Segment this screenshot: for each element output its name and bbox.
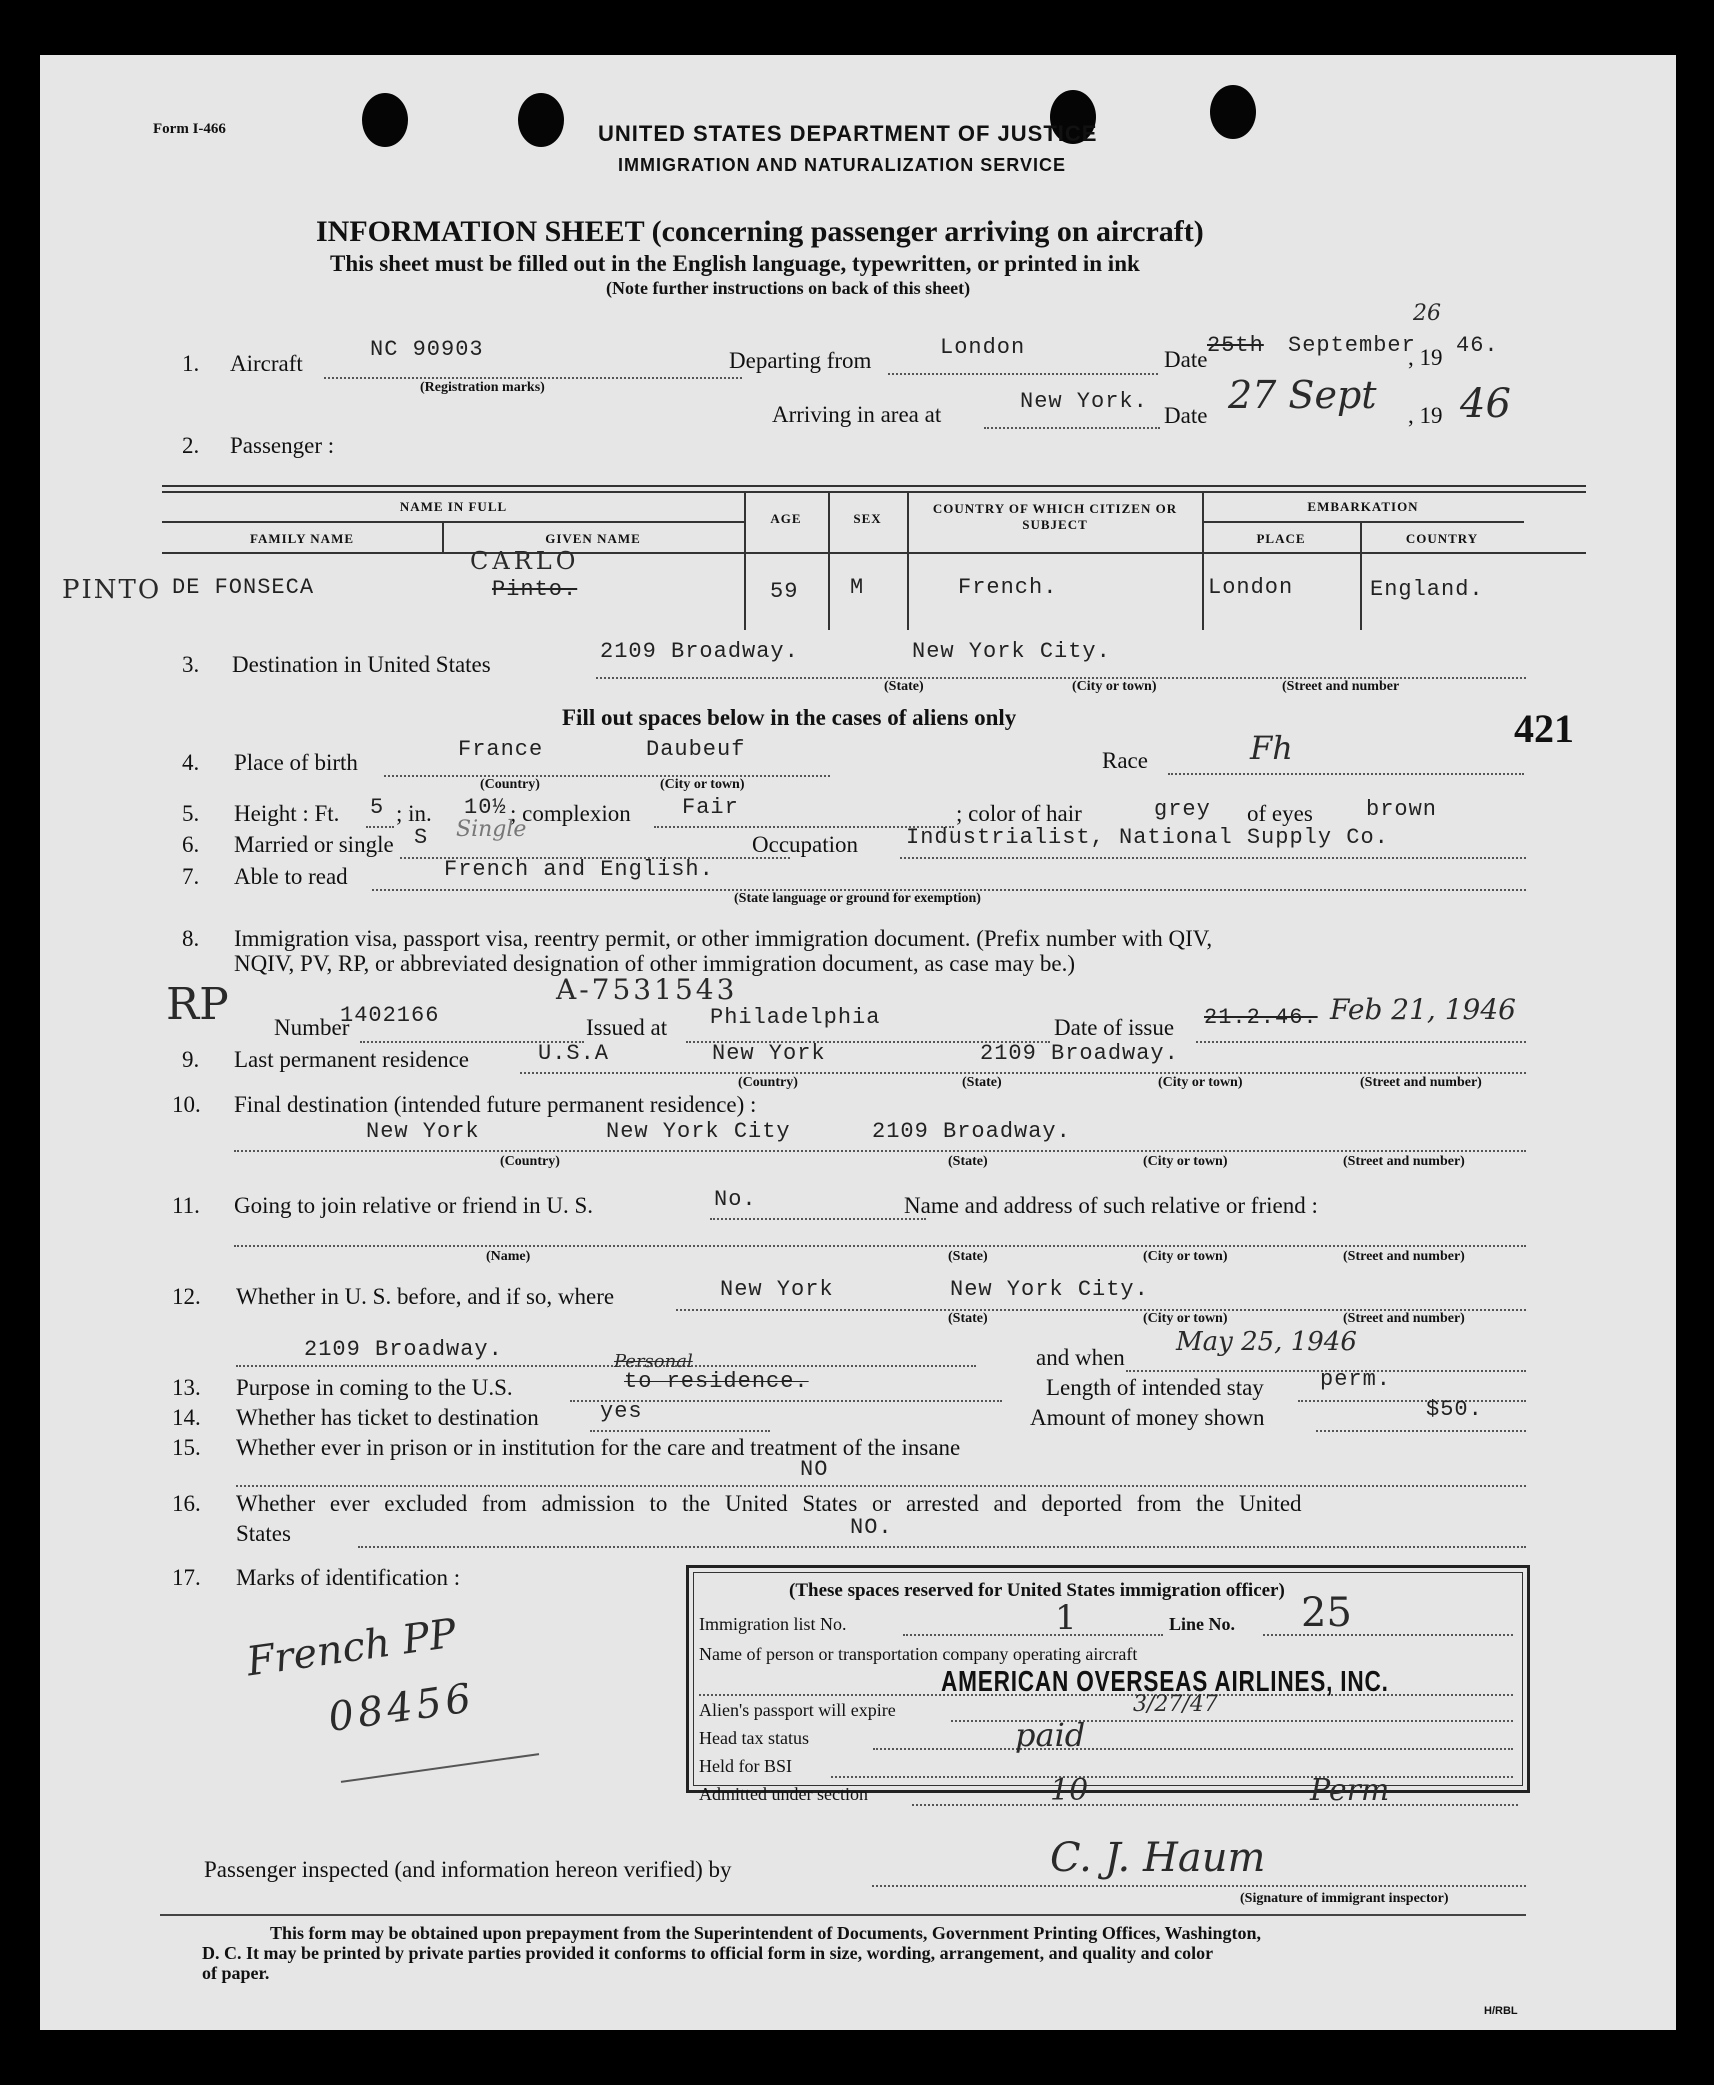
when-label: and when bbox=[1036, 1345, 1125, 1370]
passport-label: Alien's passport will expire bbox=[699, 1700, 896, 1720]
punch-hole bbox=[518, 93, 564, 147]
department-title: UNITED STATES DEPARTMENT OF JUSTICE bbox=[598, 121, 1098, 146]
visa-text-1: Immigration visa, passport visa, reentry permit, or other immigration document. (Prefix number with QIV, bbox=[234, 926, 1213, 951]
header-name-in-full: NAME IN FULL bbox=[399, 499, 508, 514]
caption-city: (City or town) bbox=[1143, 1154, 1228, 1169]
item-number: 7. bbox=[182, 864, 200, 889]
caption-street: (Street and number) bbox=[1343, 1154, 1465, 1169]
visa-number: 1402166 bbox=[340, 1003, 440, 1028]
date-insert: 26 bbox=[1413, 301, 1441, 326]
caption-country: (Country) bbox=[738, 1075, 798, 1090]
bsi-label: Held for BSI bbox=[699, 1756, 792, 1776]
money-label: Amount of money shown bbox=[1030, 1405, 1265, 1430]
caption-state: (State) bbox=[948, 1311, 988, 1326]
age-value: 59 bbox=[770, 579, 799, 604]
married-label: Married or single bbox=[234, 832, 394, 857]
join-relative-value: No. bbox=[714, 1187, 757, 1212]
excluded-label: Whether ever excluded from admission to the United States or arrested and deported from the United bbox=[236, 1491, 1302, 1516]
occupation-value: Industrialist, National Supply Co. bbox=[906, 825, 1389, 850]
officer-heading: (These spaces reserved for United States immigration officer) bbox=[789, 1580, 1285, 1601]
purpose-value: to residence. bbox=[624, 1369, 809, 1394]
service-title: IMMIGRATION AND NATURALIZATION SERVICE bbox=[618, 155, 1066, 175]
admitted-value: 10 bbox=[1050, 1773, 1089, 1808]
header-place: PLACE bbox=[1256, 531, 1306, 546]
caption-country: (Country) bbox=[500, 1154, 560, 1169]
caption-state: (State) bbox=[948, 1249, 988, 1264]
stay-label: Length of intended stay bbox=[1046, 1375, 1264, 1400]
when-value: May 25, 1946 bbox=[1176, 1327, 1357, 1357]
footer-line-2: D. C. It may be printed by private parties provided it conforms to official form in size, wording, arrangement, and quality and color bbox=[202, 1943, 1214, 1963]
aircraft-value: NC 90903 bbox=[370, 337, 484, 362]
eyes-label: of eyes bbox=[1247, 801, 1313, 826]
date2-year-prefix: , 19 bbox=[1408, 403, 1443, 428]
marks-hand-2: 08456 bbox=[325, 1674, 478, 1742]
final-destination-label: Final destination (intended future permanent residence) : bbox=[234, 1092, 757, 1117]
item-number: 16. bbox=[172, 1491, 201, 1516]
item-number: 3. bbox=[182, 652, 200, 677]
caption-state: (State) bbox=[884, 679, 924, 694]
excluded-label-2: States bbox=[236, 1521, 291, 1546]
ticket-value: yes bbox=[600, 1399, 643, 1424]
header-given-name: GIVEN NAME bbox=[545, 531, 641, 546]
header-embarkation: EMBARKATION bbox=[1307, 499, 1419, 514]
admitted-value-2: Perm bbox=[1310, 1773, 1390, 1808]
item-number: 6. bbox=[182, 832, 200, 857]
citizenship-value: French. bbox=[958, 575, 1058, 600]
line-value: 25 bbox=[1301, 1590, 1352, 1636]
item-number: 1. bbox=[182, 351, 200, 376]
item-number: 12. bbox=[172, 1284, 201, 1309]
registration-caption: (Registration marks) bbox=[420, 380, 545, 395]
footer-code: H/RBL bbox=[1484, 2005, 1518, 2017]
race-label: Race bbox=[1102, 748, 1148, 773]
last-residence-label: Last permanent residence bbox=[234, 1047, 469, 1072]
married-hand: Single bbox=[456, 817, 527, 842]
caption-street: (Street and number) bbox=[1343, 1249, 1465, 1264]
date-label: Date bbox=[1164, 347, 1208, 372]
hair-value: grey bbox=[1154, 797, 1211, 822]
item-number: 5. bbox=[182, 801, 200, 826]
height-label: Height : Ft. bbox=[234, 801, 340, 826]
item-number: 9. bbox=[182, 1047, 200, 1072]
form-subtitle: This sheet must be filled out in the English language, typewritten, or printed in ink bbox=[330, 251, 1140, 276]
header-sex: SEX bbox=[853, 511, 882, 526]
married-value: S bbox=[414, 825, 429, 850]
destination-street: 2109 Broadway. bbox=[600, 639, 799, 664]
before-label: Whether in U. S. before, and if so, where bbox=[236, 1284, 615, 1309]
caption-street: (Street and number) bbox=[1360, 1075, 1482, 1090]
embark-place-value: London bbox=[1208, 575, 1294, 600]
before-state: New York bbox=[720, 1277, 834, 1302]
caption-street: (Street and number bbox=[1282, 679, 1400, 694]
form-title: INFORMATION SHEET (concerning passenger arriving on aircraft) bbox=[316, 215, 1204, 248]
birth-city: Daubeuf bbox=[646, 737, 746, 762]
footer-line-3: of paper. bbox=[202, 1963, 270, 1983]
tax-label: Head tax status bbox=[699, 1728, 809, 1748]
date-struck: 25th bbox=[1207, 333, 1264, 358]
given-name-struck: Pinto. bbox=[492, 577, 578, 602]
doi-hand: Feb 21, 1946 bbox=[1330, 993, 1516, 1026]
eyes-value: brown bbox=[1366, 797, 1438, 822]
read-caption: (State language or ground for exemption) bbox=[734, 891, 981, 906]
caption-city: (City or town) bbox=[1158, 1075, 1243, 1090]
caption-name: (Name) bbox=[486, 1249, 531, 1264]
given-name-hand: CARLO bbox=[470, 547, 580, 575]
embark-country-value: England. bbox=[1370, 577, 1484, 602]
inspected-label: Passenger inspected (and information hereon verified) by bbox=[204, 1857, 732, 1882]
departing-value: London bbox=[940, 335, 1026, 360]
complexion-label: ; complexion bbox=[510, 801, 631, 826]
company-label: Name of person or transportation company operating aircraft bbox=[699, 1644, 1138, 1664]
prison-label: Whether ever in prison or in institution for the care and treatment of the insane bbox=[236, 1435, 961, 1460]
form-note: (Note further instructions on back of this sheet) bbox=[606, 278, 971, 298]
header-country: COUNTRY OF WHICH CITIZEN OR SUBJECT bbox=[932, 501, 1178, 532]
arriving-label: Arriving in area at bbox=[772, 402, 942, 427]
header-family-name: FAMILY NAME bbox=[249, 531, 355, 546]
height-inches: 10½ bbox=[464, 795, 507, 820]
caption-city: (City or town) bbox=[1143, 1249, 1228, 1264]
passport-value: 3/27/47 bbox=[1133, 1692, 1218, 1717]
company-stamp: AMERICAN OVERSEAS AIRLINES, INC. bbox=[941, 1666, 1389, 1698]
item-number: 10. bbox=[172, 1092, 201, 1117]
ticket-label: Whether has ticket to destination bbox=[236, 1405, 539, 1430]
date-year-prefix: , 19 bbox=[1408, 345, 1443, 370]
signature-caption: (Signature of immigrant inspector) bbox=[1240, 1891, 1449, 1906]
stay-value: perm. bbox=[1320, 1367, 1392, 1392]
item-number: 2. bbox=[182, 433, 200, 458]
family-name-value: DE FONSECA bbox=[172, 575, 315, 600]
purpose-label: Purpose in coming to the U.S. bbox=[236, 1375, 513, 1400]
caption-country: (Country) bbox=[480, 777, 540, 792]
header-age: AGE bbox=[770, 511, 802, 526]
caption-street: (Street and number) bbox=[1343, 1311, 1465, 1326]
date-value: September bbox=[1288, 333, 1416, 358]
final-state: New York City bbox=[606, 1119, 791, 1144]
occupation-label: Occupation bbox=[752, 832, 859, 857]
hair-label: ; color of hair bbox=[956, 801, 1082, 826]
aliens-heading: Fill out spaces below in the cases of aliens only bbox=[562, 705, 1017, 730]
visa-text-2: NQIV, PV, RP, or abbreviated designation of other immigration document, as case may be.) bbox=[234, 951, 1076, 976]
item-number: 4. bbox=[182, 750, 200, 775]
inspector-signature: C. J. Haum bbox=[1050, 1835, 1266, 1881]
alien-number: A-7531543 bbox=[556, 973, 738, 1006]
caption-city: (City or town) bbox=[660, 777, 745, 792]
item-number: 11. bbox=[172, 1193, 200, 1218]
last-res-country: U.S.A bbox=[538, 1041, 610, 1066]
item-number: 8. bbox=[182, 926, 200, 951]
form-number: Form I-466 bbox=[153, 121, 226, 137]
race-value: Fh bbox=[1250, 729, 1293, 767]
read-label: Able to read bbox=[234, 864, 348, 889]
admitted-label: Admitted under section bbox=[699, 1784, 868, 1804]
code-421: 421 bbox=[1514, 706, 1574, 751]
family-name-hand: PINTO bbox=[62, 575, 162, 605]
number-label: Number bbox=[274, 1015, 350, 1040]
caption-state: (State) bbox=[948, 1154, 988, 1169]
destination-city: New York City. bbox=[912, 639, 1111, 664]
caption-city: (City or town) bbox=[1072, 679, 1157, 694]
date2-value: 27 Sept bbox=[1228, 373, 1377, 417]
tax-value: paid bbox=[1015, 1716, 1086, 1754]
last-res-state: New York bbox=[712, 1041, 826, 1066]
doi-label: Date of issue bbox=[1054, 1015, 1175, 1040]
officer-box bbox=[686, 1565, 1530, 1804]
punch-hole bbox=[1210, 85, 1256, 139]
height-ft: 5 bbox=[370, 795, 385, 820]
date2-year: 46 bbox=[1460, 381, 1511, 427]
passenger-label: Passenger : bbox=[230, 433, 335, 458]
purpose-struck: Personal bbox=[614, 1351, 693, 1372]
caption-state: (State) bbox=[962, 1075, 1002, 1090]
join-relative-label: Going to join relative or friend in U. S. bbox=[234, 1193, 593, 1218]
item-number: 15. bbox=[172, 1435, 201, 1460]
date-year: 46. bbox=[1456, 333, 1499, 358]
birthplace-label: Place of birth bbox=[234, 750, 358, 775]
final-city: 2109 Broadway. bbox=[872, 1119, 1071, 1144]
before-street: 2109 Broadway. bbox=[304, 1337, 503, 1362]
line-label: Line No. bbox=[1169, 1614, 1236, 1634]
arriving-value: New York. bbox=[1020, 389, 1148, 414]
complexion-value: Fair bbox=[682, 795, 739, 820]
final-country: New York bbox=[366, 1119, 480, 1144]
form-sheet bbox=[40, 55, 1676, 2030]
marks-label: Marks of identification : bbox=[236, 1565, 461, 1590]
issued-label: Issued at bbox=[586, 1015, 668, 1040]
destination-label: Destination in United States bbox=[232, 652, 491, 677]
money-value: $50. bbox=[1426, 1397, 1483, 1422]
relative-address-label: Name and address of such relative or friend : bbox=[904, 1193, 1318, 1218]
issued-value: Philadelphia bbox=[710, 1005, 881, 1030]
punch-hole bbox=[362, 93, 408, 147]
inches-label: ; in. bbox=[396, 801, 432, 826]
visa-prefix-rp: RP bbox=[166, 979, 229, 1030]
header-embark-country: COUNTRY bbox=[1405, 531, 1479, 546]
last-res-street: 2109 Broadway. bbox=[980, 1041, 1179, 1066]
sex-value: M bbox=[850, 575, 865, 600]
read-value: French and English. bbox=[444, 857, 714, 882]
list-value: 1 bbox=[1055, 1598, 1077, 1638]
date2-label: Date bbox=[1164, 403, 1208, 428]
before-city: New York City. bbox=[950, 1277, 1149, 1302]
departing-label: Departing from bbox=[729, 348, 872, 373]
excluded-value: NO. bbox=[850, 1515, 893, 1540]
birth-country: France bbox=[458, 737, 544, 762]
item-number: 13. bbox=[172, 1375, 201, 1400]
doi-struck: 21.2.46. bbox=[1204, 1005, 1318, 1030]
item-number: 14. bbox=[172, 1405, 201, 1430]
caption-city: (City or town) bbox=[1143, 1311, 1228, 1326]
prison-value: NO bbox=[800, 1457, 829, 1482]
footer-line-1: This form may be obtained upon prepayment from the Superintendent of Documents, Government Printing Offices, Washington, bbox=[270, 1923, 1262, 1943]
item-number: 17. bbox=[172, 1565, 201, 1590]
list-label: Immigration list No. bbox=[699, 1614, 847, 1634]
marks-hand-1: French PP bbox=[243, 1610, 460, 1686]
aircraft-label: Aircraft bbox=[230, 351, 303, 376]
